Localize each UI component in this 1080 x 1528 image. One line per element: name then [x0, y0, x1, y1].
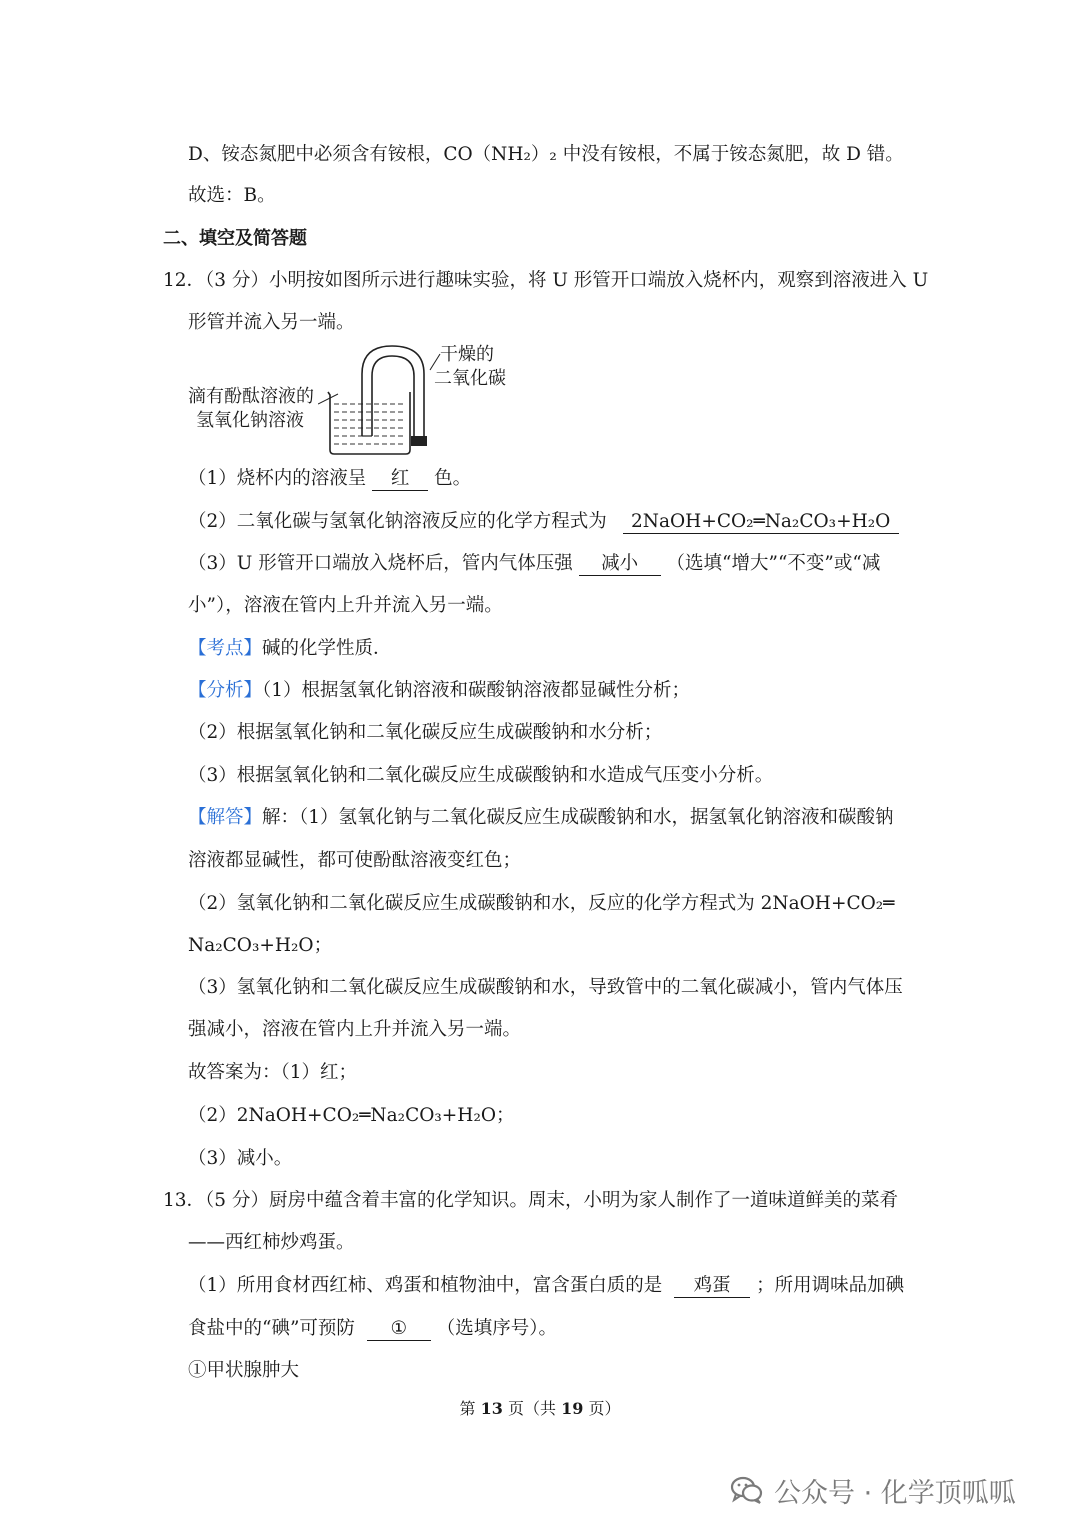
- page-total: 19: [561, 1399, 584, 1418]
- figure-label-naoh: 氢氧化钠溶液: [196, 410, 304, 431]
- page-number: 13: [480, 1399, 503, 1418]
- page-footer: 第 13 页（共 19 页）: [459, 1399, 621, 1418]
- q13-stem-line1: 13．（5 分）厨房中蕴含着丰富的化学知识。周末，小明为家人制作了一道味道鲜美的菜肴: [163, 1190, 898, 1211]
- q12-sub2: （2）二氧化碳与氢氧化钠溶液反应的化学方程式为 2NaOH+CO₂═Na₂CO₃+H₂O: [188, 510, 899, 534]
- wechat-icon: [730, 1475, 764, 1505]
- q12-sub1: （1）烧杯内的溶液呈 红 色。: [188, 468, 472, 489]
- jieda-tag: 【解答】: [188, 807, 263, 828]
- q13-sub1-line2-answer: ①: [367, 1318, 431, 1341]
- watermark: [730, 1470, 1016, 1510]
- q13-sub1-answer: 鸡蛋: [674, 1275, 750, 1298]
- figure-label-phenolphthalein: 滴有酚酞溶液的: [188, 386, 314, 407]
- q12-sub2-answer: 2NaOH+CO₂═Na₂CO₃+H₂O: [623, 511, 899, 534]
- q12-jieda-2b: Na₂CO₃+H₂O；: [188, 935, 333, 956]
- q12-jieda-2: （2）氢氧化钠和二氧化碳反应生成碳酸钠和水，反应的化学方程式为 2NaOH+CO₂═: [188, 893, 895, 914]
- q12-fenxi-1: 【分析】（1）根据氢氧化钠溶液和碳酸钠溶液都显碱性分析；: [188, 680, 691, 701]
- q12-answer-2: （2）2NaOH+CO₂═Na₂CO₃+H₂O；: [188, 1105, 515, 1126]
- option-d-explanation: D、铵态氮肥中必须含有铵根，CO（NH₂）₂ 中没有铵根，不属于铵态氮肥，故 D 错。: [188, 144, 904, 165]
- q12-jieda-3: （3）氢氧化钠和二氧化碳反应生成碳酸钠和水，导致管中的二氧化碳减小，管内气体压: [188, 977, 903, 998]
- q12-jieda-3b: 强减小，溶液在管内上升并流入另一端。: [188, 1019, 522, 1040]
- q12-sub3: （3）U 形管开口端放入烧杯后，管内气体压强 减小 （选填“增大”“不变”或“减: [188, 553, 881, 574]
- q13-sub1-line2: 食盐中的“碘”可预防 ① （选填序号）。: [188, 1318, 557, 1339]
- q12-jieda-1b: 溶液都显碱性，都可使酚酞溶液变红色；: [188, 850, 522, 871]
- q13-stem-line2: ——西红柿炒鸡蛋。: [188, 1232, 355, 1253]
- select-b: 故选：B。: [188, 185, 276, 206]
- q12-fenxi-2: （2）根据氢氧化钠和二氧化碳反应生成碳酸钠和水分析；: [188, 722, 663, 743]
- q12-answer-3: （3）减小。: [188, 1148, 293, 1169]
- fenxi-tag: 【分析】: [188, 680, 263, 701]
- q12-fenxi-3: （3）根据氢氧化钠和二氧化碳反应生成碳酸钠和水造成气压变小分析。: [188, 765, 774, 786]
- figure-label-dry: 干燥的: [440, 344, 494, 365]
- q13-option1: ①甲状腺肿大: [188, 1360, 300, 1381]
- q13-sub1: （1）所用食材西红柿、鸡蛋和植物油中，富含蛋白质的是 鸡蛋 ；所用调味品加碘: [188, 1275, 905, 1296]
- q12-kaodian: 【考点】碱的化学性质．: [188, 638, 392, 659]
- q12-stem-line1: 12．（3 分）小明按如图所示进行趣味实验，将 U 形管开口端放入烧杯内，观察到溶液进入 U: [163, 270, 929, 291]
- q12-sub3-line2: 小”），溶液在管内上升并流入另一端。: [188, 595, 503, 616]
- q12-answer-intro: 故答案为：（1）红；: [188, 1062, 358, 1083]
- kaodian-tag: 【考点】: [188, 638, 263, 659]
- q12-jieda-1: 【解答】解：（1）氢氧化钠与二氧化碳反应生成碳酸钠和水，据氢氧化钠溶液和碳酸钠: [188, 807, 894, 828]
- figure-leader-line-left: [318, 392, 340, 406]
- q12-stem-line2: 形管并流入另一端。: [188, 312, 355, 333]
- watermark-text: 公众号 · 化学顶呱呱: [774, 1477, 1016, 1509]
- q12-sub1-answer: 红: [372, 468, 428, 491]
- figure-label-co2: 二氧化碳: [434, 368, 506, 389]
- section-title: 二、填空及简答题: [163, 228, 307, 249]
- figure-leader-line: [428, 352, 442, 372]
- q12-sub3-answer: 减小: [579, 553, 661, 576]
